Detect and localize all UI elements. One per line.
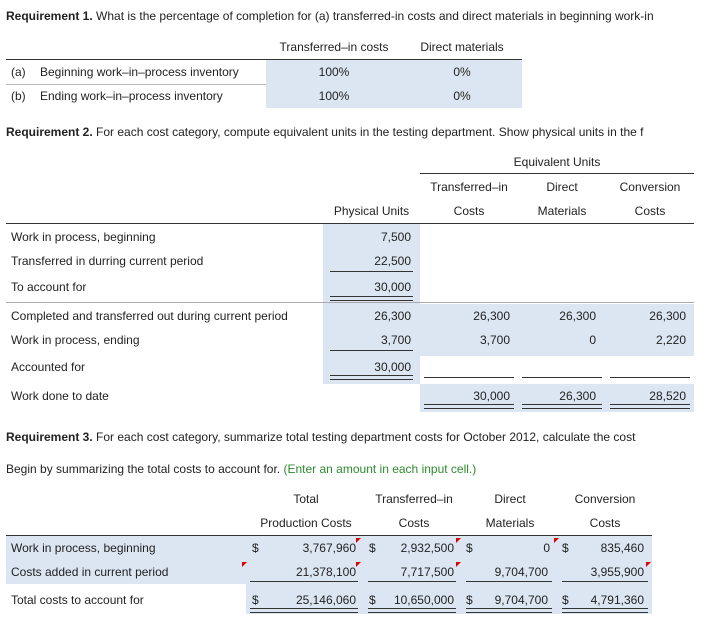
req3-added-cc[interactable]: 3,955,900: [590, 565, 644, 579]
req1-row-b-dm: 0%: [453, 89, 471, 103]
req3-instruction: [6, 462, 476, 476]
req3-total-label: Total costs to account for: [11, 593, 144, 607]
req2-title: Requirement 2.: [6, 125, 93, 139]
req3-total-dm-currency: $: [466, 593, 473, 607]
req2-wip-end-ti: 3,700: [479, 333, 510, 347]
req3-sum-rule-total: [250, 581, 358, 582]
req3-total-dm[interactable]: 9,704,700: [494, 593, 548, 607]
req2-completed-cc: 26,300: [649, 309, 686, 323]
req1-title: Requirement 1.: [6, 9, 93, 23]
req3-total-total[interactable]: 25,146,060: [295, 593, 356, 607]
req3-h-cc-bottom: Costs: [589, 516, 621, 530]
req3-wip-begin-cc[interactable]: 835,460: [600, 541, 644, 555]
req3-input-marker-icon: [456, 538, 461, 543]
req3-input-marker-icon: [356, 562, 361, 567]
req2-completed-ti: 26,300: [473, 309, 510, 323]
req2-sum-rule-2: [330, 350, 413, 351]
req2-accounted-pu: 30,000: [374, 360, 411, 374]
req2-h-cc-bottom: Costs: [634, 204, 666, 218]
req2-h-ti-top: Transferred–in: [430, 180, 508, 194]
req3-wip-begin-dm[interactable]: 0: [543, 541, 550, 555]
req3-total-ti[interactable]: 10,650,000: [393, 593, 454, 607]
req1-row-a-label: Beginning work–in–process inventory: [40, 65, 239, 79]
req2-total-rule-1: [330, 296, 413, 301]
req2-h-dm-top: Direct: [546, 180, 578, 194]
req2-to-account-label: To account for: [11, 280, 87, 294]
req3-sum-rule-cc: [562, 581, 648, 582]
req2-wip-end-dm: 0: [589, 333, 596, 347]
req3-total-rule-cc: [562, 608, 648, 613]
req1-row-a-dm: 0%: [453, 65, 471, 79]
req3-prompt: [6, 430, 635, 444]
req3-h-ti-top: Transferred–in: [375, 492, 453, 506]
req2-work-done-dm: 26,300: [559, 389, 596, 403]
req1-prompt: [6, 9, 654, 23]
req2-wip-end-pu: 3,700: [380, 333, 411, 347]
req2-wip-begin-pu: 7,500: [380, 230, 411, 244]
req3-total-rule-total: [250, 608, 358, 613]
req1-row-b-label: Ending work–in–process inventory: [40, 89, 223, 103]
req2-wip-end-label: Work in process, ending: [11, 333, 140, 347]
req3-added-total[interactable]: 21,378,100: [295, 565, 356, 579]
req3-sum-rule-dm: [466, 581, 552, 582]
req2-completed-dm: 26,300: [559, 309, 596, 323]
req3-wip-begin-label: Work in process, beginning: [11, 541, 156, 555]
req1-row-a-mark: (a): [11, 65, 26, 79]
req2-work-done-cc: 28,520: [649, 389, 686, 403]
req3-wip-begin-ti[interactable]: 2,932,500: [400, 541, 454, 555]
req3-h-total-top: Total: [293, 492, 319, 506]
req1-header-dm: Direct materials: [420, 40, 504, 54]
req3-wip-begin-total[interactable]: 3,767,960: [302, 541, 356, 555]
req2-accounted-label: Accounted for: [11, 360, 86, 374]
req1-text: What is the percentage of completion for (a) transferred-in costs and direct materials in beginning work-in: [96, 9, 654, 23]
req2-work-done-label: Work done to date: [11, 389, 109, 403]
req3-sum-rule-ti: [368, 581, 456, 582]
req3-input-marker-icon: [456, 562, 461, 567]
req2-work-done-ti: 30,000: [473, 389, 510, 403]
req2-prompt: [6, 125, 643, 139]
req2-completed-pu: 26,300: [374, 309, 411, 323]
req3-wip-begin-dm-currency: $: [466, 541, 473, 555]
req3-input-marker-icon: [646, 562, 651, 567]
req2-wip-begin-label: Work in process, beginning: [11, 230, 156, 244]
req3-total-total-currency: $: [252, 593, 259, 607]
req3-note: (Enter an amount in each input cell.): [283, 462, 477, 476]
req3-total-cc[interactable]: 4,791,360: [590, 593, 644, 607]
req3-title: Requirement 3.: [6, 430, 93, 444]
req3-begin-text: Begin by summarizing the total costs to account for.: [6, 462, 281, 476]
req2-sum-rule-1: [330, 271, 413, 272]
req2-group-rule: [420, 173, 694, 174]
req2-total-rule-2: [330, 375, 413, 380]
req2-ti-total-rule: [424, 404, 514, 409]
req1-row-divider: [6, 84, 266, 85]
req2-ti-sum-rule: [424, 377, 514, 378]
req3-h-dm-top: Direct: [494, 492, 526, 506]
req1-row-b-ti: 100%: [318, 89, 350, 103]
req2-h-dm-bottom: Materials: [537, 204, 587, 218]
req3-h-cc-top: Conversion: [574, 492, 636, 506]
req2-completed-label: Completed and transferred out during current period: [11, 309, 288, 323]
req3-total-cc-currency: $: [562, 593, 569, 607]
req3-total-rule-dm: [466, 608, 552, 613]
req2-h-ti-bottom: Costs: [453, 204, 485, 218]
req3-total-ti-currency: $: [369, 593, 376, 607]
req1-row-a-ti: 100%: [318, 65, 350, 79]
req3-text: For each cost category, summarize total testing department costs for October 2012, calculate the cost: [96, 430, 636, 444]
req3-total-rule-ti: [368, 608, 456, 613]
req3-wip-begin-cc-currency: $: [562, 541, 569, 555]
req3-input-marker-icon: [554, 538, 559, 543]
req1-row-b-mark: (b): [11, 89, 26, 103]
req2-wip-end-cc: 2,220: [655, 333, 686, 347]
req2-h-pu: Physical Units: [333, 204, 410, 218]
req3-added-ti[interactable]: 7,717,500: [400, 565, 454, 579]
req2-section-divider: [6, 302, 694, 303]
req1-header-ti: Transferred–in costs: [279, 40, 389, 54]
req2-text: For each cost category, compute equivalent units in the testing department. Show physical units in the f: [96, 125, 644, 139]
req3-added-dm[interactable]: 9,704,700: [494, 565, 548, 579]
req3-wip-begin-ti-currency: $: [369, 541, 376, 555]
req3-h-total-bottom: Production Costs: [260, 516, 352, 530]
req2-dm-sum-rule: [522, 377, 602, 378]
req2-cc-sum-rule: [610, 377, 690, 378]
req3-wip-begin-total-currency: $: [252, 541, 259, 555]
req3-input-marker-icon: [242, 562, 247, 567]
req2-group-header: Equivalent Units: [513, 155, 601, 169]
req2-transferred-label: Transferred in durring current period: [11, 254, 204, 268]
req2-transferred-pu: 22,500: [374, 254, 411, 268]
req2-cc-total-rule: [610, 404, 690, 409]
req2-h-cc-top: Conversion: [619, 180, 681, 194]
req2-dm-total-rule: [522, 404, 602, 409]
req3-h-ti-bottom: Costs: [398, 516, 430, 530]
req3-h-dm-bottom: Materials: [485, 516, 535, 530]
req3-added-label: Costs added in current period: [11, 565, 169, 579]
req3-input-marker-icon: [356, 538, 361, 543]
req2-to-account-pu: 30,000: [374, 280, 411, 294]
